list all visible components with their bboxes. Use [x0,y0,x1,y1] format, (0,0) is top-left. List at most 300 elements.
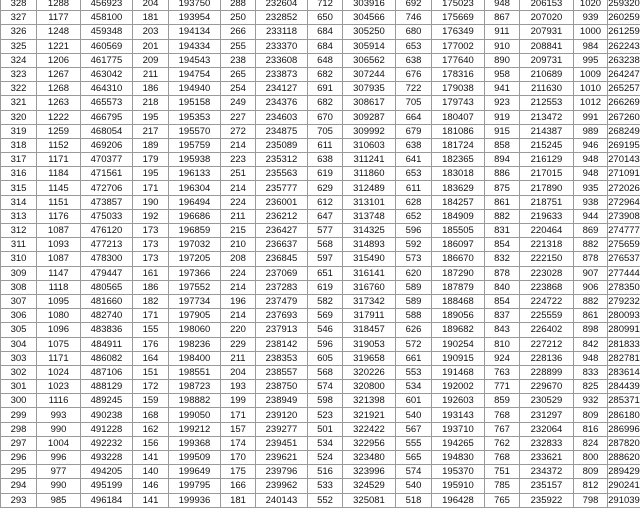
table-cell: 664 [396,110,432,124]
table-cell: 785 [485,479,520,493]
table-cell: 251 [221,167,256,181]
table-cell: 867 [485,11,520,25]
table-cell: 228136 [520,351,574,365]
table-cell: 479447 [81,266,133,280]
table-cell: 501 [308,422,343,436]
table-cell: 303916 [343,0,396,11]
table-cell: 1221 [37,39,81,53]
table-cell: 812 [574,479,608,493]
table-cell: 958 [485,67,520,81]
table-cell: 196304 [169,181,221,195]
table-cell: 460569 [81,39,133,53]
table-cell: 140 [133,465,169,479]
table-cell: 236212 [256,209,308,223]
table-cell: 837 [485,309,520,323]
table-cell: 192 [133,209,169,223]
table-cell: 619 [308,167,343,181]
table-cell: 234372 [520,465,574,479]
table-cell: 227212 [520,337,574,351]
table-cell: 456923 [81,0,133,11]
table-cell: 875 [485,181,520,195]
table-cell: 854 [485,238,520,252]
table-cell: 869 [574,224,608,238]
table-cell: 151 [133,365,169,379]
table-cell: 486082 [81,351,133,365]
table-cell: 224722 [520,294,574,308]
table-cell: 809 [574,465,608,479]
table-cell: 540 [396,479,432,493]
table-cell: 323996 [343,465,396,479]
table-cell: 1093 [37,238,81,252]
table-cell: 469206 [81,138,133,152]
table-cell: 705 [396,96,432,110]
table-cell: 319 [1,124,37,138]
table-cell: 289429 [608,465,640,479]
table-cell: 484911 [81,337,133,351]
table-cell: 196859 [169,224,221,238]
table-cell: 211 [133,67,169,81]
table-cell: 682 [308,67,343,81]
table-cell: 210 [221,238,256,252]
table-cell: 172 [133,380,169,394]
table-cell: 470377 [81,153,133,167]
table-cell: 178316 [432,67,485,81]
table-cell: 309 [1,266,37,280]
table-cell: 977 [37,465,81,479]
table-cell: 195570 [169,124,221,138]
table-cell: 199509 [169,451,221,465]
table-cell: 190 [133,195,169,209]
table-row [1,451,640,465]
table-cell: 195370 [432,465,485,479]
table-cell: 273908 [608,209,640,223]
table-cell: 211 [221,351,256,365]
table-cell: 232833 [520,436,574,450]
table-cell: 767 [485,422,520,436]
table-cell: 944 [574,209,608,223]
table-cell: 1263 [37,96,81,110]
table-cell: 989 [574,124,608,138]
table-cell: 320226 [343,365,396,379]
table-cell: 1176 [37,209,81,223]
table-cell: 217 [133,124,169,138]
table-cell: 746 [396,11,432,25]
table-cell: 204 [221,365,256,379]
table-cell: 198400 [169,351,221,365]
table-cell: 480565 [81,280,133,294]
table-cell: 218 [133,96,169,110]
table-cell: 313 [1,209,37,223]
table-cell: 1171 [37,351,81,365]
table-row [1,294,640,308]
table-cell: 235563 [256,167,308,181]
table-cell: 1259 [37,124,81,138]
table-cell: 260259 [608,11,640,25]
table-cell: 237069 [256,266,308,280]
table-cell: 272964 [608,195,640,209]
table-cell: 567 [396,422,432,436]
table-cell: 321921 [343,408,396,422]
table-cell: 296 [1,451,37,465]
table-cell: 882 [574,238,608,252]
table-cell: 938 [574,195,608,209]
table-cell: 235922 [520,493,574,507]
table-cell: 197366 [169,266,221,280]
table-cell: 166 [221,479,256,493]
table-cell: 207931 [520,25,574,39]
table-cell: 496184 [81,493,133,507]
table-cell: 946 [574,138,608,152]
table-cell: 262243 [608,39,640,53]
table-cell: 910 [485,39,520,53]
table-cell: 185505 [432,224,485,238]
table-cell: 653 [396,167,432,181]
table-cell: 476120 [81,224,133,238]
table-row [1,408,640,422]
table-cell: 173 [133,224,169,238]
table-cell: 589 [396,294,432,308]
table-row [1,280,640,294]
table-cell: 518 [396,493,432,507]
table-cell: 197205 [169,252,221,266]
table-cell: 1171 [37,153,81,167]
table-cell: 588 [396,309,432,323]
table-cell: 263238 [608,53,640,67]
table-cell: 187879 [432,280,485,294]
table-cell: 220464 [520,224,574,238]
table-cell: 948 [574,351,608,365]
table-cell: 196 [221,294,256,308]
table-cell: 234127 [256,82,308,96]
table-cell: 906 [574,280,608,294]
table-cell: 316141 [343,266,396,280]
table-cell: 915 [485,124,520,138]
table-row [1,394,640,408]
table-cell: 464310 [81,82,133,96]
table-cell: 1023 [37,380,81,394]
table-cell: 214 [221,309,256,323]
table-cell: 227 [221,110,256,124]
table-row [1,110,640,124]
table-cell: 282781 [608,351,640,365]
table-cell: 197552 [169,280,221,294]
table-cell: 297 [1,436,37,450]
table-cell: 183629 [432,181,485,195]
table-cell: 164 [133,351,169,365]
table-cell: 303 [1,351,37,365]
table-cell: 712 [308,0,343,11]
table-cell: 858 [485,138,520,152]
table-row [1,238,640,252]
table-cell: 765 [485,493,520,507]
table-cell: 214387 [520,124,574,138]
table-cell: 471561 [81,167,133,181]
table-cell: 1267 [37,67,81,81]
table-cell: 309992 [343,124,396,138]
table-cell: 327 [1,11,37,25]
table-cell: 229 [221,337,256,351]
table-cell: 768 [485,408,520,422]
table-cell: 771 [485,380,520,394]
table-cell: 194334 [169,39,221,53]
table-cell: 573 [396,252,432,266]
table-cell: 186 [133,280,169,294]
table-cell: 1248 [37,25,81,39]
table-cell: 194940 [169,82,221,96]
table-row [1,25,640,39]
table-cell: 574 [308,380,343,394]
table-cell: 661 [396,351,432,365]
table-cell: 1116 [37,394,81,408]
table-cell: 179 [133,153,169,167]
table-cell: 281833 [608,337,640,351]
table-cell: 305914 [343,39,396,53]
table-cell: 199795 [169,479,221,493]
table-cell: 192002 [432,380,485,394]
table-cell: 196133 [169,167,221,181]
table-cell: 141 [133,493,169,507]
table-cell: 159 [133,394,169,408]
table-cell: 280991 [608,323,640,337]
table-cell: 237283 [256,280,308,294]
table-cell: 494205 [81,465,133,479]
table-cell: 679 [396,124,432,138]
table-cell: 825 [574,380,608,394]
table-cell: 1145 [37,181,81,195]
table-cell: 546 [308,323,343,337]
table-cell: 176 [133,337,169,351]
table-row [1,67,640,81]
table-cell: 491228 [81,422,133,436]
table-cell: 854 [485,294,520,308]
table-cell: 176349 [432,25,485,39]
table-cell: 199212 [169,422,221,436]
table-cell: 318 [1,138,37,152]
table-cell: 277444 [608,266,640,280]
table-cell: 195158 [169,96,221,110]
table-cell: 295 [1,465,37,479]
table-cell: 223868 [520,280,574,294]
table-cell: 173 [133,252,169,266]
table-cell: 198723 [169,380,221,394]
table-cell: 322956 [343,436,396,450]
table-row [1,167,640,181]
table-cell: 861 [574,309,608,323]
table-cell: 209731 [520,53,574,67]
table-row [1,53,640,67]
table-cell: 288 [221,0,256,11]
table-cell: 307935 [343,82,396,96]
table-cell: 183018 [432,167,485,181]
table-cell: 310603 [343,138,396,152]
table-row [1,323,640,337]
table-cell: 461775 [81,53,133,67]
table-cell: 898 [574,323,608,337]
table-cell: 481660 [81,294,133,308]
table-cell: 523 [308,408,343,422]
table-cell: 843 [485,323,520,337]
table-cell: 311 [1,238,37,252]
table-cell: 325 [1,39,37,53]
table-cell: 181 [133,11,169,25]
table-cell: 320800 [343,380,396,394]
table-cell: 768 [485,451,520,465]
table-cell: 322422 [343,422,396,436]
table-cell: 323480 [343,451,396,465]
table-cell: 751 [485,465,520,479]
table-cell: 180407 [432,110,485,124]
table-cell: 236637 [256,238,308,252]
table-cell: 193954 [169,11,221,25]
table-cell: 763 [485,365,520,379]
table-cell: 198551 [169,365,221,379]
table-row [1,181,640,195]
table-cell: 1024 [37,365,81,379]
table-row [1,209,640,223]
table-cell: 171 [133,181,169,195]
table-row [1,96,640,110]
table-cell: 458100 [81,11,133,25]
table-cell: 317911 [343,309,396,323]
table-cell: 941 [485,82,520,96]
table-cell: 285371 [608,394,640,408]
table-cell: 487106 [81,365,133,379]
table-cell: 190254 [432,337,485,351]
table-cell: 1080 [37,309,81,323]
table-cell: 1184 [37,167,81,181]
table-cell: 619 [308,280,343,294]
table-cell: 195938 [169,153,221,167]
table-cell: 809 [574,408,608,422]
table-cell: 199 [221,394,256,408]
table-cell: 259320 [608,0,640,11]
table-row [1,337,640,351]
table-cell: 239621 [256,451,308,465]
table-cell: 317 [1,153,37,167]
table-cell: 231297 [520,408,574,422]
table-cell: 993 [37,408,81,422]
table-cell: 199368 [169,436,221,450]
table-cell: 907 [574,266,608,280]
table-cell: 238557 [256,365,308,379]
table-cell: 323 [1,67,37,81]
table-cell: 286996 [608,422,640,436]
table-cell: 597 [308,252,343,266]
table-cell: 261259 [608,25,640,39]
table-cell: 236845 [256,252,308,266]
table-cell: 230529 [520,394,574,408]
table-cell: 842 [574,337,608,351]
table-cell: 266 [221,25,256,39]
table-cell: 208 [221,252,256,266]
table-cell: 316 [1,167,37,181]
table-cell: 170 [221,451,256,465]
table-cell: 483836 [81,323,133,337]
table-cell: 221318 [520,238,574,252]
table-cell: 990 [37,479,81,493]
table-cell: 477213 [81,238,133,252]
table-cell: 197032 [169,238,221,252]
table-cell: 577 [308,224,343,238]
table-cell: 628 [396,195,432,209]
table-cell: 188468 [432,294,485,308]
table-cell: 568 [308,238,343,252]
table-cell: 762 [485,436,520,450]
table-cell: 156 [133,436,169,450]
table-cell: 186097 [432,238,485,252]
table-cell: 326 [1,25,37,39]
table-cell: 228899 [520,365,574,379]
table-cell: 189682 [432,323,485,337]
table-cell: 236001 [256,195,308,209]
table-cell: 237479 [256,294,308,308]
table-cell: 238750 [256,380,308,394]
table-cell: 574 [396,465,432,479]
table-cell: 459348 [81,25,133,39]
table-cell: 824 [574,436,608,450]
table-cell: 306 [1,309,37,323]
table-cell: 234875 [256,124,308,138]
table-cell: 596 [308,337,343,351]
table-cell: 321 [1,96,37,110]
table-cell: 1206 [37,53,81,67]
table-cell: 239277 [256,422,308,436]
table-cell: 173 [133,238,169,252]
table-cell: 552 [308,493,343,507]
table-cell: 193750 [169,0,221,11]
table-cell: 651 [308,266,343,280]
table-cell: 568 [308,365,343,379]
table-cell: 320 [1,110,37,124]
table-cell: 162 [133,422,169,436]
table-row [1,365,640,379]
table-cell: 161 [133,266,169,280]
table-cell: 1096 [37,323,81,337]
table-row [1,224,640,238]
table-cell: 238 [221,53,256,67]
table-cell: 191468 [432,365,485,379]
table-cell: 189056 [432,309,485,323]
table-cell: 195353 [169,110,221,124]
table-cell: 223 [221,153,256,167]
table-cell: 524 [308,451,343,465]
table-cell: 235157 [520,479,574,493]
table-cell: 919 [485,110,520,124]
table-cell: 321398 [343,394,396,408]
table-cell: 207020 [520,11,574,25]
table-cell: 195759 [169,138,221,152]
table-cell: 684 [308,25,343,39]
table-cell: 217015 [520,167,574,181]
table-cell: 939 [574,11,608,25]
table-cell: 569 [308,309,343,323]
table-cell: 225559 [520,309,574,323]
table-cell: 217890 [520,181,574,195]
table-cell: 722 [396,82,432,96]
table-cell: 218751 [520,195,574,209]
table-cell: 314893 [343,238,396,252]
table-cell: 193143 [432,408,485,422]
table-cell: 680 [396,25,432,39]
table-cell: 157 [221,422,256,436]
table-cell: 923 [485,96,520,110]
table-cell: 490238 [81,408,133,422]
table-cell: 190915 [432,351,485,365]
table-cell: 199050 [169,408,221,422]
table-cell: 304566 [343,11,396,25]
table-cell: 168 [133,408,169,422]
table-cell: 196686 [169,209,221,223]
